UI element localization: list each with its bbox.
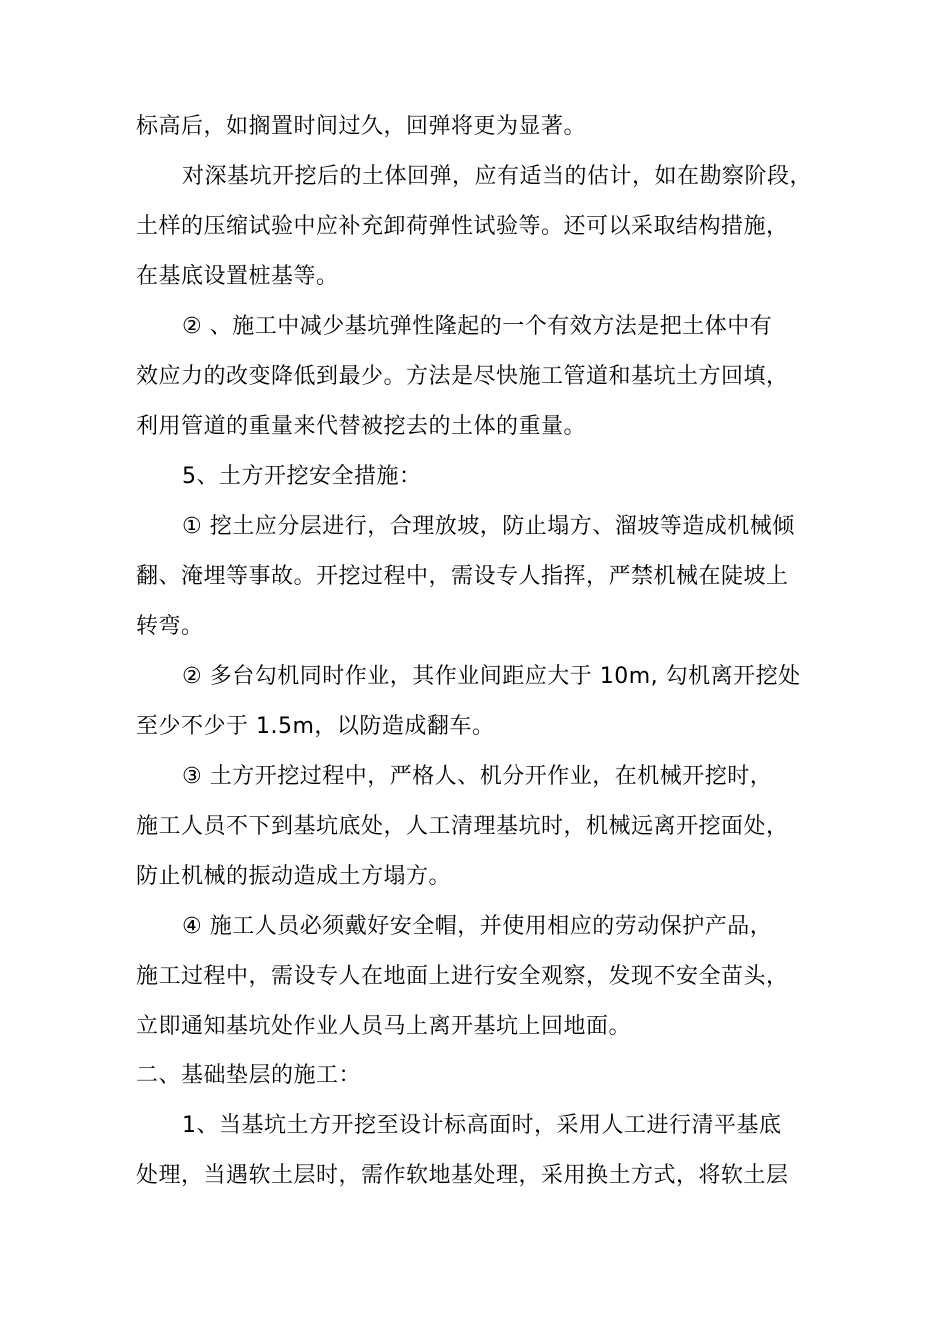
chapter-heading: 二、基础垫层的施工： xyxy=(136,1063,362,1088)
text-line: 立即通知基坑处作业人员马上离开基坑上回地面。 xyxy=(136,1014,632,1039)
section-heading: 5、土方开挖安全措施： xyxy=(182,464,422,489)
text-line: 至少不少于 1.5m，以防造成翻车。 xyxy=(136,714,495,739)
text-line: 施工过程中，需设专人在地面上进行安全观察，发现不安全苗头， xyxy=(136,964,789,989)
text-line: ① 挖土应分层进行，合理放坡，防止塌方、溜坡等造成机械倾 xyxy=(182,514,795,539)
text-line: 1、当基坑土方开挖至设计标高面时，采用人工进行清平基底 xyxy=(182,1113,782,1138)
text-line: 在基底设置桩基等。 xyxy=(136,264,339,289)
text-line: 标高后，如搁置时间过久，回弹将更为显著。 xyxy=(136,114,587,139)
text-line: ③ 土方开挖过程中，严格人、机分开作业，在机械开挖时， xyxy=(182,764,773,789)
text-line: 翻、淹埋等事故。开挖过程中，需设专人指挥，严禁机械在陡坡上 xyxy=(136,564,789,589)
text-line: 效应力的改变降低到最少。方法是尽快施工管道和基坑土方回填， xyxy=(136,364,789,389)
text-line: 土样的压缩试验中应补充卸荷弹性试验等。还可以采取结构措施， xyxy=(136,214,789,239)
text-line: ② 多台勾机同时作业，其作业间距应大于 10m, 勾机离开挖处 xyxy=(182,664,801,689)
text-line: ④ 施工人员必须戴好安全帽，并使用相应的劳动保护产品， xyxy=(182,914,773,939)
text-line: 防止机械的振动造成土方塌方。 xyxy=(136,864,452,889)
text-line: 处理，当遇软土层时，需作软地基处理，采用换土方式，将软土层 xyxy=(136,1163,789,1188)
text-line: 施工人员不下到基坑底处，人工清理基坑时，机械远离开挖面处， xyxy=(136,814,789,839)
text-line: 利用管道的重量来代替被挖去的土体的重量。 xyxy=(136,414,587,439)
text-line: 转弯。 xyxy=(136,614,204,639)
text-line: ② 、施工中减少基坑弹性隆起的一个有效方法是把土体中有 xyxy=(182,314,773,339)
text-line: 对深基坑开挖后的土体回弹，应有适当的估计，如在勘察阶段， xyxy=(182,164,813,189)
